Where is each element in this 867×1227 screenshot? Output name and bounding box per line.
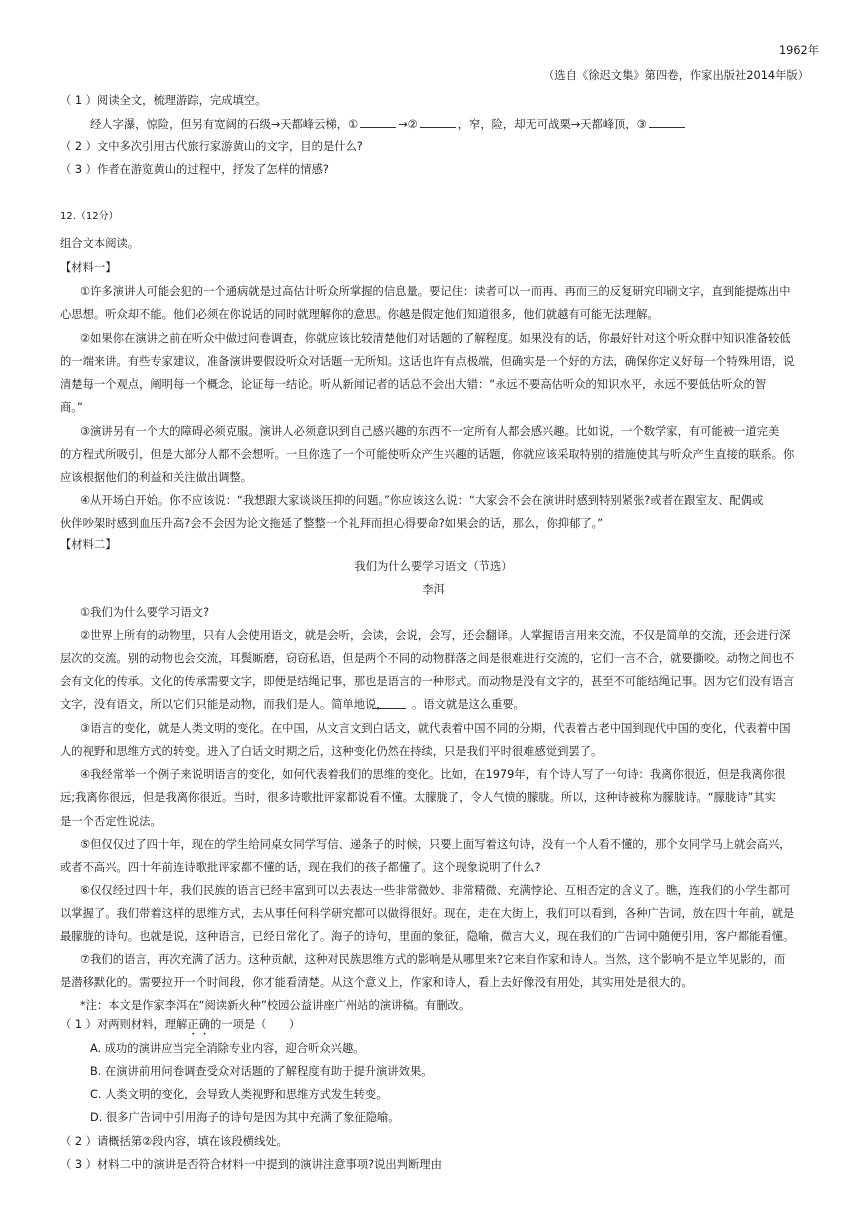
material1-line: 的方程式所吸引，但是大部分人都不会想听。一旦你选了一个可能使听众产生兴趣的话题，你就应该采取特别的措施使其与听众产生直接的联系。你 xyxy=(60,448,795,461)
q12-sub3: （ 3 ）材料二中的演讲是否符合材料一中提到的演讲注意事项?说出判断理由 xyxy=(60,1158,442,1171)
material2-line: *注：本文是作家李洱在“阅读新火种”校园公益讲座广州站的演讲稿。有删改。 xyxy=(80,999,471,1012)
material1-line: 商。” xyxy=(60,401,83,414)
material2-label: 【材料二】 xyxy=(60,538,117,551)
material2-line: ①我们为什么要学习语文? xyxy=(80,606,210,619)
q11-fill-b: →② xyxy=(398,118,418,131)
material2-title: 我们为什么要学习语文（节选） xyxy=(354,560,513,573)
material2-line: ⑥仅仅经过四十年，我们民族的语言已经丰富到可以去表达一些非常微妙、非常精微、充满悖论、互相否定的含义了。瞧，连我们的小学生都可 xyxy=(80,884,791,897)
q11-fill-c: ，窄，险，却无可战栗→天都峰顶，③ xyxy=(457,118,647,131)
material2-line: 或者不高兴。四十年前连诗歌批评家都不懂的话，现在我们的孩子都懂了。这个现象说明了什么? xyxy=(60,861,541,874)
material2-line: 远;我离你很远，但是我离你很近。当时，很多诗歌批评家都说看不懂。太朦胧了，令人气愤的朦胧。所以，这种诗被称为朦胧诗。“朦胧诗”其实 xyxy=(60,791,776,804)
material2-line: 人的视野和思维方式的转变。进入了白话文时期之后，这种变化仍然在持续，只是我们平时很难感觉到罢了。 xyxy=(60,745,603,758)
q12-intro: 组合文本阅读。 xyxy=(60,237,140,250)
material2-line: 层次的交流。别的动物也会交流，耳鬓厮磨，窃窃私语，但是两个不同的动物群落之间是很难进行交流的，它们一言不合，就要撕咬。动物之间也不 xyxy=(60,652,795,665)
option-item[interactable]: C. 人类文明的变化，会导致人类视野和思维方式发生转变。 xyxy=(90,1088,388,1101)
material2-line: ③语言的变化，就是人类文明的变化。在中国，从文言文到白话文，就代表着中国不同的分期，代表着古老中国到现代中国的变化，代表着中国 xyxy=(80,722,791,735)
answer-blank-1[interactable] xyxy=(360,117,396,128)
material1-line: 应该根据他们的利益和关注做出调整。 xyxy=(60,471,253,484)
option-item[interactable]: D. 很多广告词中引用海子的诗句是因为其中充满了象征隐喻。 xyxy=(90,1111,400,1124)
option-item[interactable]: A. 成功的演讲应当完全消除专业内容，迎合听众兴趣。 xyxy=(90,1042,365,1055)
q11-sub2: （ 2 ）文中多次引用古代旅行家游黄山的文字，目的是什么? xyxy=(60,140,363,153)
answer-blank-2[interactable] xyxy=(420,117,456,128)
material2-line: ②世界上所有的动物里，只有人会使用语文，就是会听，会读，会说，会写，还会翻译。人掌握语言用来交流，不仅是简单的交流，还会进行深 xyxy=(80,629,791,642)
material2-line: 会有文化的传承。文化的传承需要文字，即便是结绳记事，那也是语言的一种形式。而动物是没有文字的，甚至不可能结绳记事。因为它们没有语言 xyxy=(60,675,795,688)
q12-number: 12.（12分） xyxy=(60,211,119,222)
material1-line: ③演讲另有一个大的障碍必须克服。演讲人必须意识到自己感兴趣的东西不一定所有人都会感兴趣。比如说，一个数学家，有可能被一道完美 xyxy=(80,425,780,438)
material2-line: 最朦胧的诗句。也就是说，这种语言，已经日常化了。海子的诗句，里面的象征，隐喻，微言大义，现在我们的广告词中随便引用，客户都能看懂。 xyxy=(60,930,795,943)
material1-line: ②如果你在演讲之前在听众中做过问卷调查，你就应该比较清楚他们对话题的了解程度。如果没有的话，你最好针对这个听众群中知识准备较低 xyxy=(80,332,791,345)
year-line: 1962年 xyxy=(778,44,819,57)
material1-line: 伙伴吵架时感到血压升高?会不会因为论文拖延了整整一个礼拜而担心得要命?如果会的话，那么，你抑郁了。” xyxy=(60,517,604,530)
material2-line: 是一个否定性说法。 xyxy=(60,815,162,828)
q11-sub3: （ 3 ）作者在游览黄山的过程中，抒发了怎样的情感? xyxy=(60,163,329,176)
material1-line: 的一端来讲。有些专家建议，准备演讲要假设听众对话题一无所知。这话也许有点极端，但确实是一个好的方法，确保你定义好每一个特殊用语，说 xyxy=(60,355,795,368)
answer-blank-3[interactable] xyxy=(649,117,685,128)
material2-author: 李洱 xyxy=(422,583,445,596)
material2-line: 文字，没有语文，所以它们只能是动物，而我们是人。简单地说， xyxy=(60,698,388,711)
material1-line: 心思想。听众却不能。他们必须在你说话的同时就理解你的意思。你越是假定他们知道很多，他们就越有可能无法理解。 xyxy=(60,308,659,321)
material1-line: 清楚每一个观点，阐明每一个概念，论证每一结论。听从新闻记者的话总不会出大错：“永远不要高估听众的知识水平，永远不要低估听众的智 xyxy=(60,378,767,391)
q12-sub2: （ 2 ）请概括第②段内容，填在该段横线处。 xyxy=(60,1135,288,1148)
material2-line: ④我经常举一个例子来说明语言的变化，如何代表着我们的思维的变化。比如，在1979年，有个诗人写了一句诗：我离你很近，但是我离你很 xyxy=(80,768,786,781)
source-line: （选自《徐迟文集》第四卷，作家出版社2014年版） xyxy=(543,69,809,82)
material2-line: 是潜移默化的。需要拉开一个时间段，你才能看清楚。从这个意义上，作家和诗人，看上去好像没有用处，其实用处是很大的。 xyxy=(60,976,693,989)
material2-line: ⑦我们的语言，再次充满了活力。这种贡献，这种对民族思维方式的影响是从哪里来?它来自作家和诗人。当然，这个影响不是立竿见影的，而 xyxy=(80,953,786,966)
material1-label: 【材料一】 xyxy=(60,261,117,274)
option-item[interactable]: B. 在演讲前用问卷调查受众对话题的了解程度有助于提升演讲效果。 xyxy=(90,1065,433,1078)
q11-sub1: （ 1 ）阅读全文，梳理游踪，完成填空。 xyxy=(60,94,267,107)
q12-sub1-a: （ 1 ）对两则材料，理解 xyxy=(60,1018,188,1031)
material2-line: 以掌握了。我们带着这样的思维方式，去从事任何科学研究都可以做得很好。现在，走在大街上，我们可以看到，各种广告词，放在四十年前，就是 xyxy=(60,907,795,920)
material1-line: ④从开场白开始。你不应该说：“我想跟大家谈谈压抑的问题。”你应该这么说：“大家会不会在演讲时感到特别紧张?或者在跟室友、配偶或 xyxy=(80,494,764,507)
material1-line: ①许多演讲人可能会犯的一个通病就是过高估计听众所掌握的信息量。要记住：读者可以一而再、再而三的反复研究印刷文字，直到能提炼出中 xyxy=(80,285,791,298)
q11-fill-a: 经人字瀑，惊险，但另有宽阔的石级→天都峰云梯，① xyxy=(90,118,359,131)
q11-fill-line xyxy=(90,117,687,132)
material2-line: 。语文就是这么重要。 xyxy=(412,698,525,711)
answer-blank-4[interactable] xyxy=(372,698,406,709)
q12-sub1-emphasis: 正确 xyxy=(187,1018,210,1031)
q12-sub1 xyxy=(60,1018,300,1038)
material2-line: ⑤但仅仅过了四十年，现在的学生给同桌女同学写信、递条子的时候，只要上面写着这句诗，没有一个人看不懂的，那个女同学马上就会高兴， xyxy=(80,838,791,851)
q12-sub1-c: 的一项是（ ） xyxy=(209,1018,301,1031)
